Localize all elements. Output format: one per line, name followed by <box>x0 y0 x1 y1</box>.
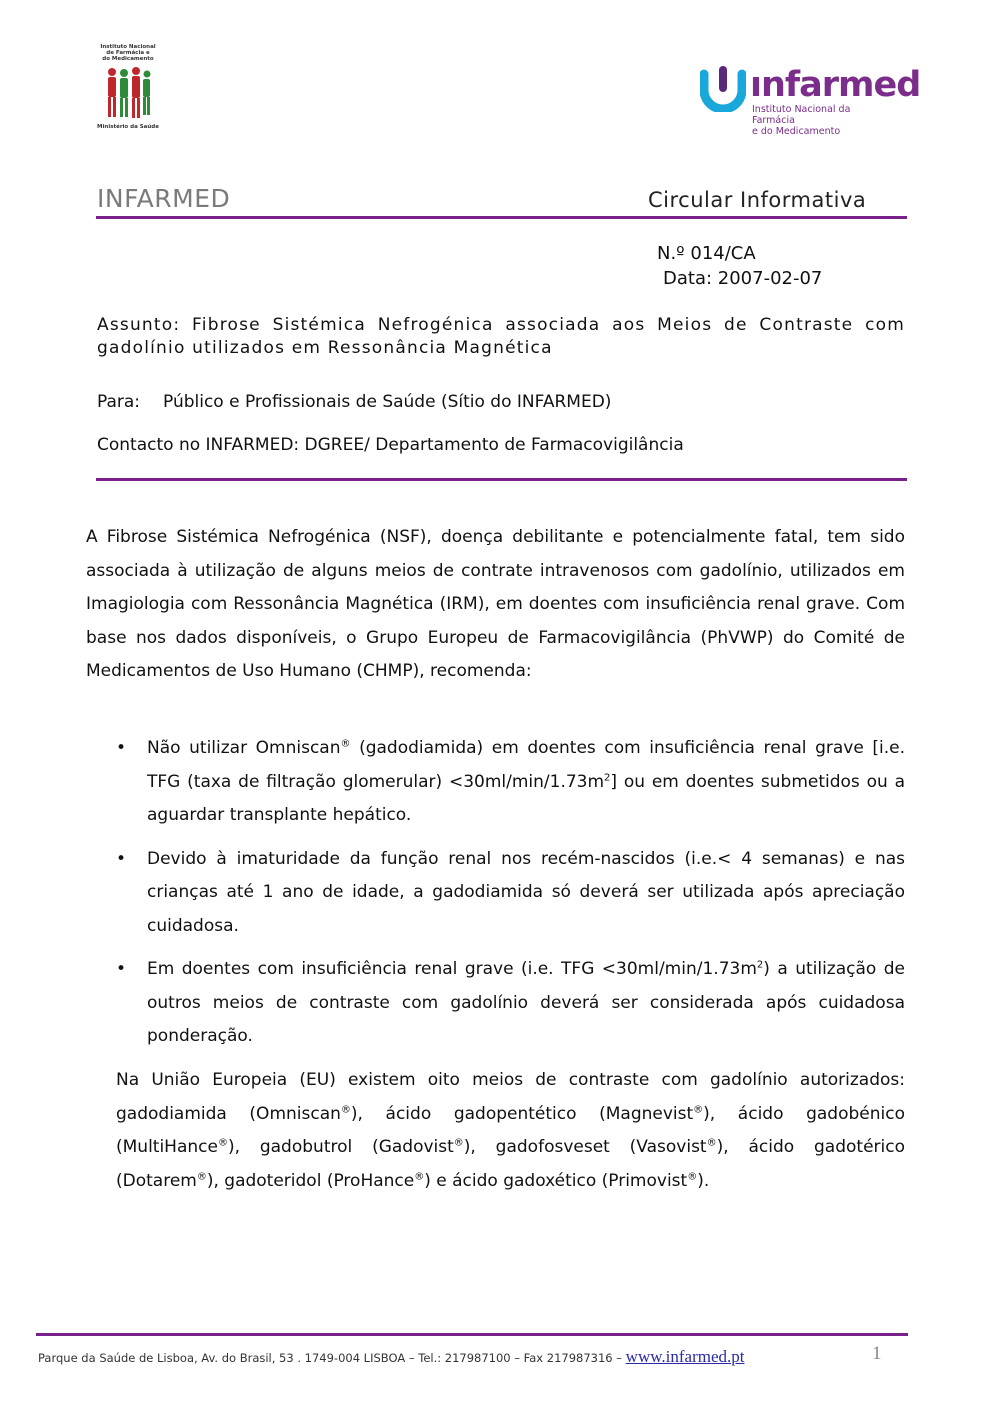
audience-value: Público e Profissionais de Saúde (Sítio do INFARMED) <box>163 392 612 412</box>
left-logo-line-3: do Medicamento <box>102 56 154 62</box>
closing-paragraph <box>116 1064 905 1198</box>
infarmed-drop-icon <box>700 66 746 112</box>
recommendations-list <box>86 732 905 1064</box>
closing-text-3: ), ácido gadobénico (MultiHance <box>116 1103 905 1157</box>
closing-text-1: Na União Europeia (EU) existem oito meios de contraste com gadolínio autorizados: gadodiamida (Omniscan <box>116 1070 905 1124</box>
closing-text-8: ) e ácido gadoxético (Primovist <box>424 1170 688 1191</box>
document-type: Circular Informativa <box>648 188 867 212</box>
closing-text-5: ), gadofosveset (Vasovist <box>463 1137 707 1157</box>
list-item <box>86 953 905 1054</box>
infarmed-wordmark: ınfarmed <box>750 65 921 105</box>
registered-mark: ® <box>453 1137 464 1149</box>
bullet-1-text-b: (gadodiamida) em doentes com insuficiência renal grave [i.e. TFG (taxa de filtração glomerular) <30ml/min/1.73m <box>147 738 905 792</box>
intro-paragraph: A Fibrose Sistémica Nefrogénica (NSF), doença debilitante e potencialmente fatal, tem sido associada à utilização de alguns meios de contrate intravenosos com gadolínio, utilizados em Imagiologia com Ressonância Magnética (IRM), em doentes com insuficiência renal grave. Com base nos dados disponíveis, o Grupo Europeu de Farmacovigilância (PhVWP) do Comité de Medicamentos de Uso Humano (CHMP), recomenda: <box>86 527 905 681</box>
closing-text-9: ). <box>697 1170 710 1191</box>
closing-text-4: ), gadobutrol (Gadovist <box>227 1137 454 1157</box>
header-divider <box>96 216 907 219</box>
infarmed-subtitle <box>752 104 890 137</box>
registered-mark: ® <box>217 1137 228 1149</box>
infarmed-subtitle-line-2: e do Medicamento <box>752 126 841 137</box>
registered-mark: ® <box>414 1170 425 1182</box>
registered-mark: ® <box>340 738 351 750</box>
bullet-2: • <box>116 848 127 869</box>
figures-emblem-icon <box>103 65 153 121</box>
infarmed-logo <box>700 64 921 137</box>
website-link[interactable]: www.infarmed.pt <box>625 1347 745 1366</box>
closing-text-6: ), ácido gadotérico (Dotarem <box>116 1137 905 1191</box>
registered-mark: ® <box>687 1170 698 1182</box>
squared-mark: 2 <box>756 959 764 971</box>
audience <box>97 392 611 412</box>
closing-text-7: ), gadoteridol (ProHance <box>206 1170 415 1191</box>
contact: Contacto no INFARMED: DGREE/ Departamento de Farmacovigilância <box>97 435 684 455</box>
meta-divider <box>96 478 907 481</box>
list-item <box>86 843 905 944</box>
bullet-3-text-b: ) a utilização de outros meios de contraste com gadolínio deverá ser considerada após cuidadosa ponderação. <box>147 959 905 1046</box>
registered-mark: ® <box>340 1103 351 1115</box>
registered-mark: ® <box>706 1137 717 1149</box>
bullet-1-text-a: Não utilizar Omniscan <box>147 738 341 758</box>
closing-text-2: ), ácido gadopentético (Magnevist <box>350 1103 694 1124</box>
subject: Assunto: Fibrose Sistémica Nefrogénica associada aos Meios de Contraste com gadolínio utilizados em Ressonância Magnética <box>97 315 905 358</box>
registered-mark: ® <box>196 1170 207 1182</box>
footer-address-text: Parque da Saúde de Lisboa, Av. do Brasil, 53 . 1749-004 LISBOA – Tel.: 217987100 – Fax 217987316 – <box>38 1351 626 1365</box>
org-name: INFARMED <box>97 184 231 213</box>
bullet-3: • <box>116 959 127 979</box>
bullet-2-text: Devido à imaturidade da função renal nos recém-nascidos (i.e.< 4 semanas) e nas crianças até 1 ano de idade, a gadodiamida só deverá ser utilizada após apreciação cuidadosa. <box>147 848 905 936</box>
left-logo-footer: Ministério da Saúde <box>97 124 159 130</box>
infarmed-subtitle-line-1: Instituto Nacional da Farmácia <box>752 104 851 126</box>
registered-mark: ® <box>693 1103 704 1115</box>
list-item <box>86 732 905 833</box>
ministry-logo <box>96 44 160 136</box>
left-logo-line-1: Instituto Nacional <box>100 44 156 50</box>
circular-date: Data: 2007-02-07 <box>663 268 823 289</box>
bullet-1: • <box>116 738 127 758</box>
footer-divider <box>36 1333 908 1336</box>
left-logo-line-2: de Farmácia e <box>106 50 150 56</box>
bullet-3-text-a: Em doentes com insuficiência renal grave (i.e. TFG <30ml/min/1.73m <box>147 959 757 979</box>
bullet-1-text-c: ] ou em doentes submetidos ou a aguardar transplante hepático. <box>147 771 905 825</box>
squared-mark: 2 <box>604 771 611 783</box>
page-number: 1 <box>872 1343 882 1364</box>
circular-number: N.º 014/CA <box>657 243 756 264</box>
audience-label: Para: <box>97 392 141 412</box>
footer-address <box>38 1347 744 1367</box>
